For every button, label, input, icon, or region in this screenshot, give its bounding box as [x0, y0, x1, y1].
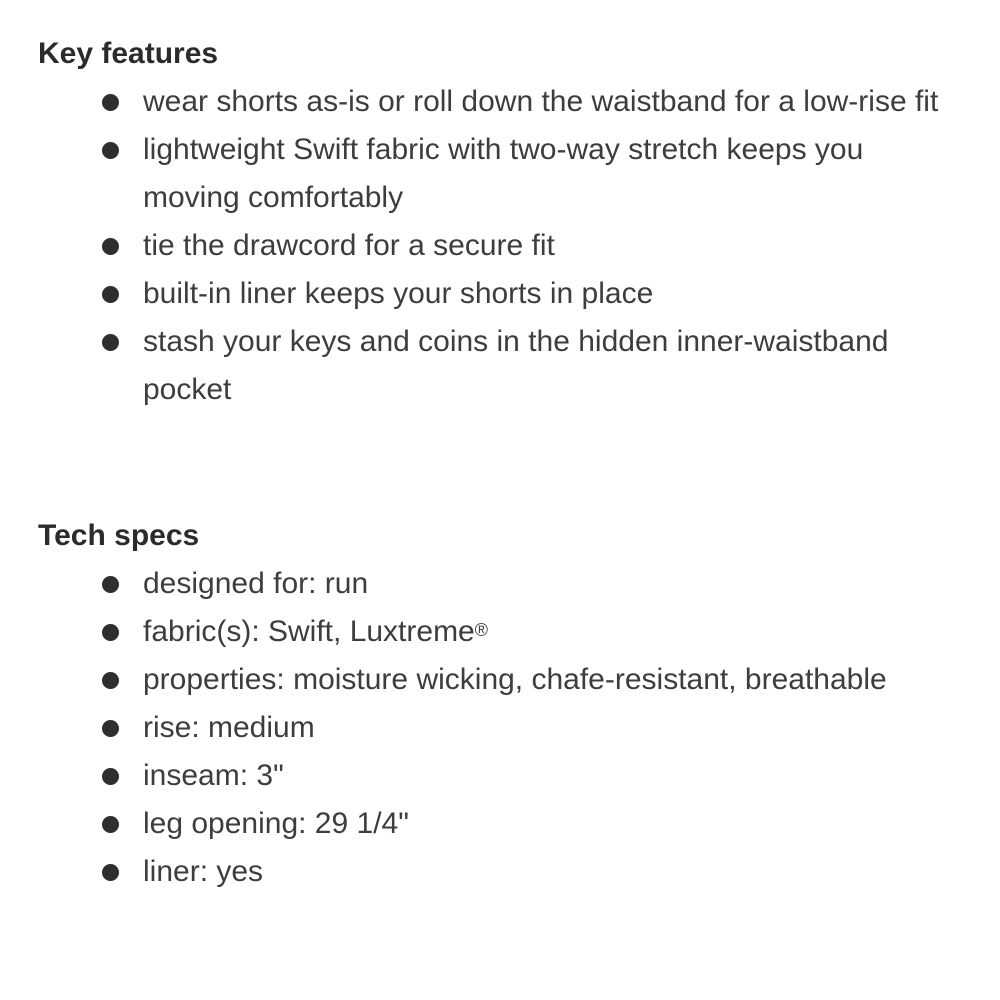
list-item: [143, 800, 968, 848]
bullet-icon: [102, 672, 119, 689]
list-item: [143, 608, 968, 656]
list-item-text: rise: medium: [143, 711, 315, 744]
list-item-text: wear shorts as-is or roll down the waistband for a low-rise fit: [143, 85, 939, 118]
list-item-text: designed for: run: [143, 567, 369, 600]
registered-mark: ®: [474, 620, 489, 640]
list-item: [143, 318, 968, 414]
list-item: [143, 126, 968, 222]
bullet-icon: [102, 142, 119, 159]
bullet-icon: [102, 816, 119, 833]
list-item-text: built-in liner keeps your shorts in place: [143, 277, 654, 310]
bullet-icon: [102, 94, 119, 111]
list-item: [143, 78, 968, 126]
bullet-icon: [102, 238, 119, 255]
key-features-heading: Key features: [38, 37, 219, 70]
bullet-icon: [102, 334, 119, 351]
list-item-text: properties: moisture wicking, chafe-resistant, breathable: [143, 663, 887, 696]
list-item-text: fabric(s): Swift, Luxtreme: [143, 615, 475, 648]
bullet-icon: [102, 624, 119, 641]
list-item: [143, 704, 968, 752]
bullet-icon: [102, 286, 119, 303]
list-item: [143, 752, 968, 800]
list-item: [143, 848, 968, 896]
bullet-icon: [102, 768, 119, 785]
key-features-list: [38, 78, 968, 414]
tech-specs-list: [38, 560, 968, 896]
list-item-text: tie the drawcord for a secure fit: [143, 229, 555, 262]
tech-specs-section: [38, 512, 968, 896]
bullet-icon: [102, 720, 119, 737]
list-item-text: inseam: 3": [143, 759, 284, 792]
list-item-text: stash your keys and coins in the hidden inner-waistband pocket: [143, 325, 889, 406]
list-item-text: liner: yes: [143, 855, 264, 888]
list-item: [143, 560, 968, 608]
list-item: [143, 656, 968, 704]
list-item-text: lightweight Swift fabric with two-way stretch keeps you moving comfortably: [143, 133, 864, 214]
list-item: [143, 222, 968, 270]
bullet-icon: [102, 576, 119, 593]
list-item: [143, 270, 968, 318]
tech-specs-heading: Tech specs: [38, 519, 200, 552]
key-features-section: [38, 30, 968, 414]
list-item-text: leg opening: 29 1/4": [143, 807, 409, 840]
bullet-icon: [102, 864, 119, 881]
